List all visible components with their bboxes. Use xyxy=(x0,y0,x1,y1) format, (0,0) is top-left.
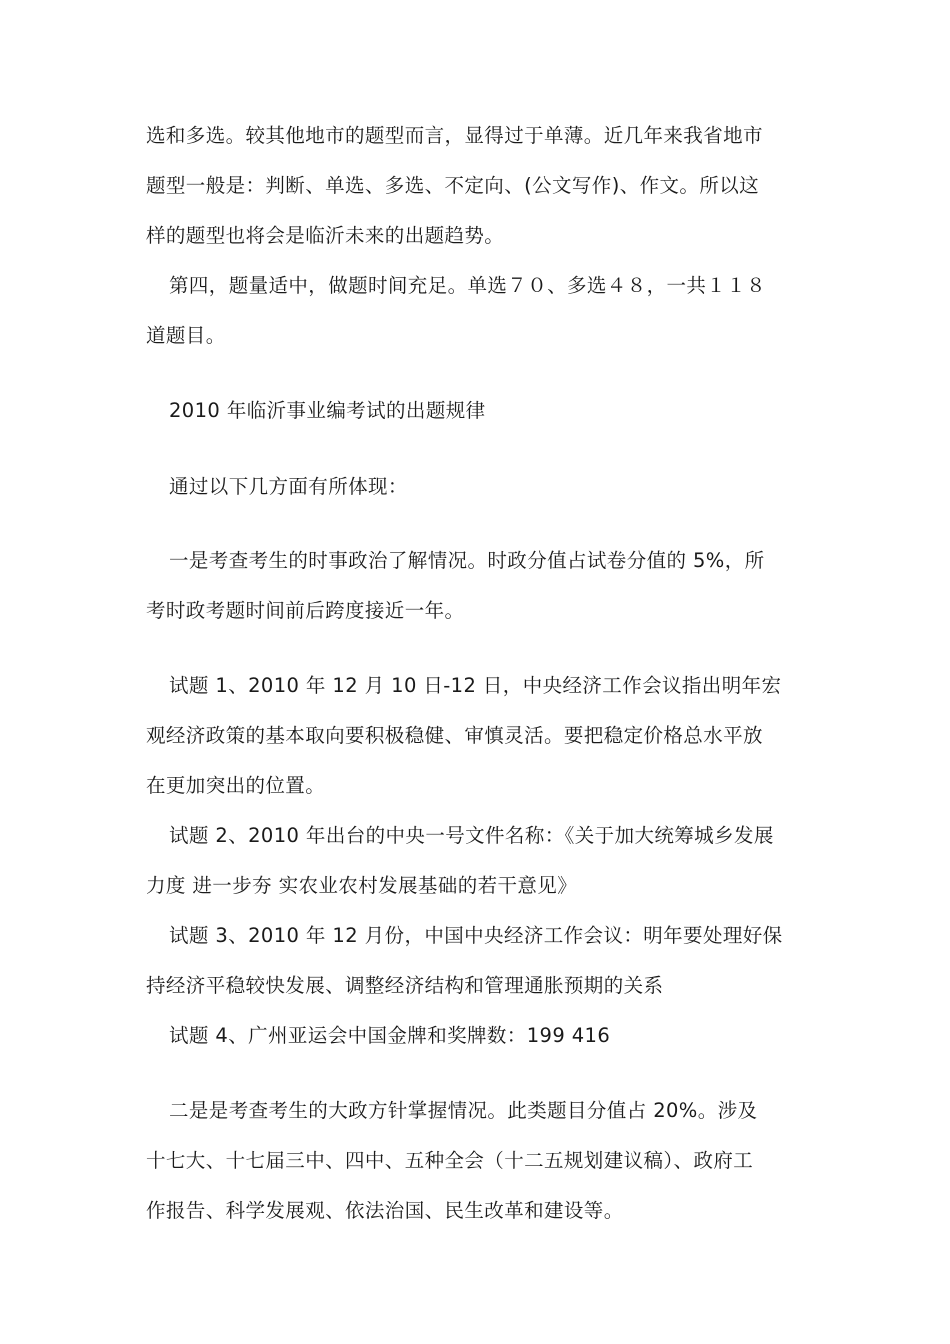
paragraph-line: 一是考查考生的时事政治了解情况。时政分值占试卷分值的 5%，所 xyxy=(169,549,765,572)
paragraph-line: 考时政考题时间前后跨度接近一年。 xyxy=(146,599,465,622)
paragraph-line: 作报告、科学发展观、依法治国、民生改革和建设等。 xyxy=(146,1199,624,1222)
paragraph-line: 二是是考查考生的大政方针掌握情况。此类题目分值占 20%。涉及 xyxy=(169,1099,758,1122)
section-heading: 2010 年临沂事业编考试的出题规律 xyxy=(169,399,486,422)
paragraph-line: 选和多选。较其他地市的题型而言，显得过于单薄。近几年来我省地市 xyxy=(146,124,763,147)
paragraph-line: 通过以下几方面有所体现： xyxy=(169,475,408,498)
paragraph-line: 试题 3、2010 年 12 月份，中国中央经济工作会议：明年要处理好保 xyxy=(169,924,783,947)
paragraph-line: 十七大、十七届三中、四中、五种全会（十二五规划建议稿）、政府工 xyxy=(146,1149,754,1172)
paragraph-line: 试题 4、广州亚运会中国金牌和奖牌数：199 416 xyxy=(169,1024,611,1047)
paragraph-line: 力度 进一步夯 实农业农村发展基础的若干意见》 xyxy=(146,874,578,897)
paragraph-line: 观经济政策的基本取向要积极稳健、审慎灵活。要把稳定价格总水平放 xyxy=(146,724,763,747)
paragraph-line: 在更加突出的位置。 xyxy=(146,774,326,797)
paragraph-line: 样的题型也将会是临沂未来的出题趋势。 xyxy=(146,224,505,247)
paragraph-line: 题型一般是：判断、单选、多选、不定向、(公文写作)、作文。所以这 xyxy=(146,174,760,197)
paragraph-line: 道题目。 xyxy=(146,324,226,347)
paragraph-line: 持经济平稳较快发展、调整经济结构和管理通胀预期的关系 xyxy=(146,974,664,997)
paragraph-line: 试题 1、2010 年 12 月 10 日-12 日，中央经济工作会议指出明年宏 xyxy=(169,674,782,697)
paragraph-line: 试题 2、2010 年出台的中央一号文件名称：《关于加大统筹城乡发展 xyxy=(169,824,774,847)
paragraph-line: 第四，题量适中，做题时间充足。单选７０、多选４８，一共１１８ xyxy=(169,274,767,297)
